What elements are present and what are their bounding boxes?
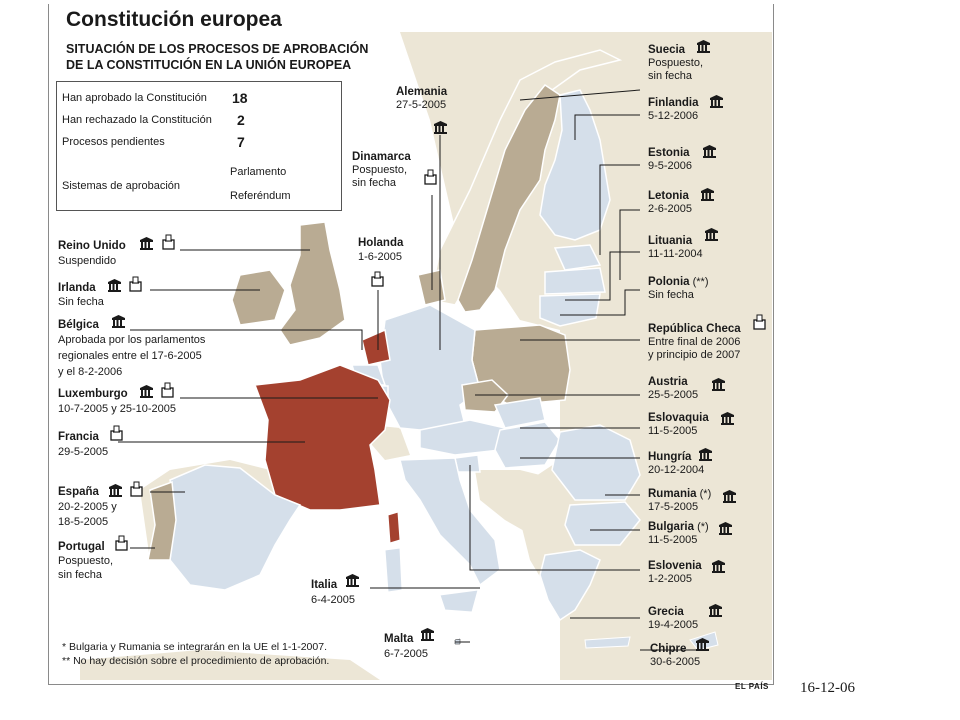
- label-eslovenia: Eslovenia: [648, 560, 702, 572]
- country-reino-unido: [280, 222, 345, 345]
- country-hungria: [495, 422, 560, 468]
- label-polonia-line1: Sin fecha: [648, 289, 694, 301]
- label-hungria: Hungría: [648, 451, 692, 463]
- parliament-icon: [346, 574, 359, 587]
- footnote-1: * Bulgaria y Rumania se integrarán en la UE el 1-1-2007.: [62, 641, 327, 653]
- label-irlanda: Irlanda: [58, 282, 96, 294]
- label-espana-line2: 18-5-2005: [58, 516, 109, 528]
- parliament-icon: [140, 385, 153, 398]
- label-letonia: Letonia: [648, 190, 689, 202]
- country-alemania: [380, 305, 480, 432]
- label-bulgaria-mark: (*): [697, 521, 709, 533]
- label-republica-checa: República Checa: [648, 323, 741, 335]
- label-alemania-line1: 27-5-2005: [396, 99, 447, 111]
- label-luxemburgo: Luxemburgo: [58, 388, 128, 400]
- label-rumania-line1: 17-5-2005: [648, 501, 699, 513]
- legend-pending-count: 7: [237, 134, 245, 150]
- subtitle-line-2: DE LA CONSTITUCIÓN EN LA UNIÓN EUROPEA: [66, 58, 352, 72]
- label-austria: Austria: [648, 376, 688, 388]
- label-belgica-line2: regionales entre el 17-6-2005: [58, 350, 202, 362]
- label-italia: Italia: [311, 579, 338, 591]
- label-eslovaquia-line1: 11-5-2005: [648, 425, 698, 437]
- label-chipre: Chipre: [650, 643, 687, 655]
- label-francia-line1: 29-5-2005: [58, 446, 109, 458]
- legend-parliament-label: Parlamento: [230, 166, 287, 178]
- label-polonia: [648, 276, 708, 289]
- country-eslovenia: [455, 455, 480, 472]
- referendum-icon: [162, 383, 173, 397]
- country-sicilia: [440, 590, 478, 612]
- label-republica-checa-line2: y principio de 2007: [648, 349, 741, 361]
- label-suecia-line1: Pospuesto,: [648, 57, 704, 69]
- legend-systems-label: Sistemas de aprobación: [62, 180, 181, 192]
- label-lituania-line1: 11-11-2004: [648, 248, 703, 260]
- label-alemania: Alemania: [396, 86, 448, 98]
- label-reino-unido-line1: Suspendido: [58, 255, 117, 267]
- label-grecia-line1: 19-4-2005: [648, 619, 699, 631]
- country-corcega: [388, 512, 400, 543]
- label-suecia: Suecia: [648, 44, 686, 56]
- country-irlanda: [232, 270, 285, 325]
- label-malta: Malta: [384, 633, 414, 645]
- country-holanda: [362, 330, 390, 365]
- country-letonia: [545, 268, 605, 294]
- label-holanda-line1: 1-6-2005: [358, 251, 403, 263]
- label-austria-line1: 25-5-2005: [648, 389, 699, 401]
- legend-referendum-label: Referéndum: [230, 190, 291, 202]
- label-rumania-name: Rumania: [648, 488, 697, 500]
- label-portugal-line2: sin fecha: [58, 569, 103, 581]
- label-dinamarca-line2: sin fecha: [352, 177, 397, 189]
- label-grecia: Grecia: [648, 606, 684, 618]
- label-irlanda-line1: Sin fecha: [58, 296, 104, 308]
- label-lituania: Lituania: [648, 235, 693, 247]
- date-stamp: 16-12-06: [800, 680, 855, 696]
- label-finlandia: Finlandia: [648, 97, 699, 109]
- label-bulgaria-name: Bulgaria: [648, 521, 695, 533]
- label-hungria-line1: 20-12-2004: [648, 464, 705, 476]
- legend-approved-count: 18: [232, 90, 248, 106]
- legend-pending-label: Procesos pendientes: [62, 136, 165, 148]
- referendum-icon: [425, 170, 436, 184]
- label-bulgaria: [648, 521, 709, 534]
- referendum-icon: [372, 272, 383, 286]
- label-malta-line1: 6-7-2005: [384, 648, 429, 660]
- label-holanda: Holanda: [358, 237, 404, 249]
- parliament-icon: [109, 484, 122, 497]
- label-letonia-line1: 2-6-2005: [648, 203, 693, 215]
- label-rumania-mark: (*): [699, 488, 712, 500]
- label-portugal: Portugal: [58, 541, 105, 553]
- label-belgica: Bélgica: [58, 319, 99, 331]
- country-cerdena: [385, 548, 402, 592]
- label-polonia-mark: (**): [692, 276, 709, 288]
- label-bulgaria-line1: 11-5-2005: [648, 534, 698, 546]
- label-belgica-line1: Aprobada por los parlamentos: [58, 334, 206, 346]
- label-estonia: Estonia: [648, 147, 690, 159]
- label-chipre-line1: 30-6-2005: [650, 656, 701, 668]
- label-rumania: [648, 488, 711, 501]
- referendum-icon: [131, 482, 142, 496]
- label-dinamarca: Dinamarca: [352, 151, 411, 163]
- parliament-icon: [140, 237, 153, 250]
- label-belgica-line3: y el 8-2-2006: [58, 366, 123, 378]
- label-espana: España: [58, 486, 99, 498]
- label-suecia-line2: sin fecha: [648, 70, 693, 82]
- label-reino-unido: Reino Unido: [58, 240, 126, 252]
- label-portugal-line1: Pospuesto,: [58, 555, 114, 567]
- referendum-icon: [163, 235, 174, 249]
- label-eslovaquia: Eslovaquia: [648, 412, 709, 424]
- referendum-icon: [130, 277, 141, 291]
- subtitle-line-1: SITUACIÓN DE LOS PROCESOS DE APROBACIÓN: [66, 42, 369, 56]
- legend-approved-label: Han aprobado la Constitución: [62, 92, 207, 104]
- country-francia: [255, 365, 390, 510]
- referendum-icon: [111, 426, 122, 440]
- referendum-icon: [116, 536, 127, 550]
- page-title: Constitución europea: [66, 8, 282, 31]
- legend-rejected-count: 2: [237, 112, 245, 128]
- label-estonia-line1: 9-5-2006: [648, 160, 693, 172]
- footnote-2: ** No hay decisión sobre el procedimiento de aprobación.: [62, 655, 330, 667]
- parliament-icon: [112, 315, 125, 328]
- label-eslovenia-line1: 1-2-2005: [648, 573, 693, 585]
- parliament-icon: [108, 279, 121, 292]
- parliament-icon: [421, 628, 434, 641]
- label-luxemburgo-line1: 10-7-2005 y 25-10-2005: [58, 403, 177, 415]
- label-polonia-name: Polonia: [648, 276, 690, 288]
- label-finlandia-line1: 5-12-2006: [648, 110, 699, 122]
- legend-rejected-label: Han rechazado la Constitución: [62, 114, 212, 126]
- label-dinamarca-line1: Pospuesto,: [352, 164, 408, 176]
- label-italia-line1: 6-4-2005: [311, 594, 356, 606]
- label-espana-line1: 20-2-2005 y: [58, 501, 117, 513]
- label-francia: Francia: [58, 431, 99, 443]
- source-credit: EL PAÍS: [735, 682, 769, 691]
- label-republica-checa-line1: Entre final de 2006: [648, 336, 741, 348]
